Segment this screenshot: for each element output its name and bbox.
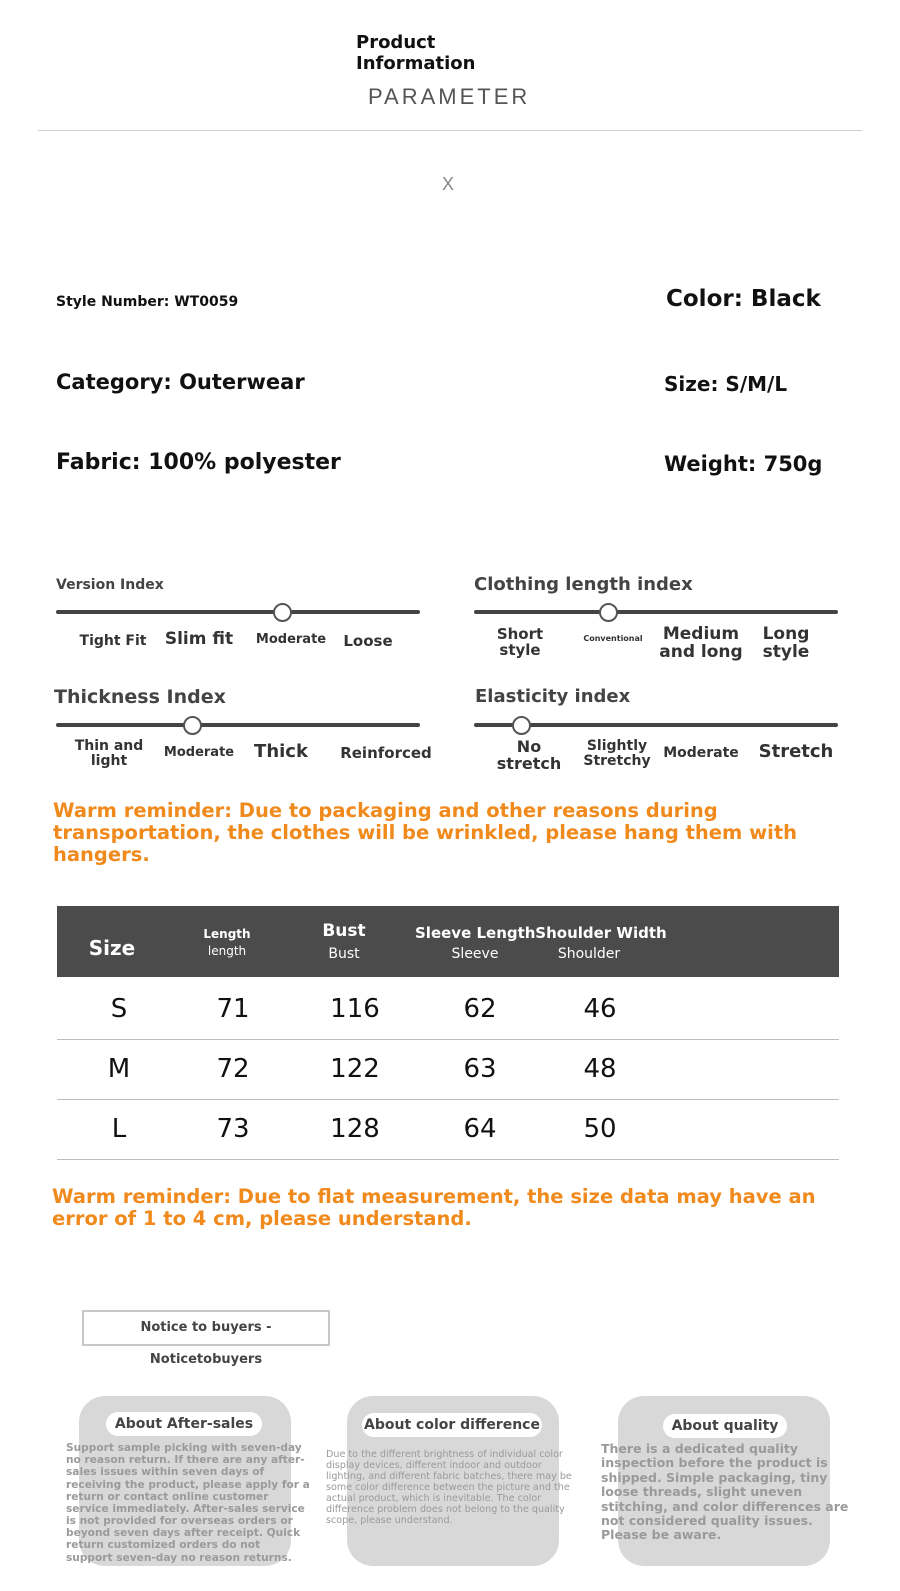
cell-length: 71 [216,994,250,1024]
elasticity-option: Slightly Stretchy [583,738,651,769]
elasticity-index-knob[interactable] [512,716,531,735]
cell-size: S [110,994,128,1024]
weight-param: Weight: 750g [664,452,823,476]
cell-bust: 122 [330,1054,380,1084]
header-shoulder-sub: Shoulder [557,946,621,962]
elasticity-index-title: Elasticity index [475,686,631,707]
page-subtitle: PARAMETER [368,84,531,109]
cell-length: 73 [216,1114,250,1144]
cell-shoulder: 46 [583,994,617,1024]
cell-bust: 116 [330,994,380,1024]
clothing-length-option: Conventional [583,634,643,643]
size-table-header [57,906,839,977]
cell-size: M [107,1054,131,1084]
color-difference-title: About color difference [362,1413,542,1437]
cell-shoulder: 50 [583,1114,617,1144]
cell-sleeve: 62 [463,994,497,1024]
after-sales-title: About After-sales [106,1412,262,1436]
thickness-index-title: Thickness Index [54,686,226,708]
clothing-length-knob[interactable] [599,603,618,622]
clothing-length-title: Clothing length index [474,574,693,595]
size-param: Size: S/M/L [664,372,788,396]
version-option: Tight Fit [79,633,147,649]
header-sleeve-sub: Sleeve [451,946,499,962]
clothing-length-option: Long style [762,624,810,662]
table-row [57,980,839,1040]
thickness-index-track [56,723,420,727]
page-title: Product Information [356,32,476,74]
version-option: Slim fit [164,629,234,649]
header-length-sub: length [207,944,247,958]
thickness-index-knob[interactable] [183,716,202,735]
thickness-option: Moderate [163,745,235,760]
header-sleeve: Sleeve Length [415,924,536,942]
quality-title: About quality [663,1414,787,1438]
version-option: Moderate [255,632,327,647]
clothing-length-option: Short style [496,625,544,659]
measurement-warning: Warm reminder: Due to flat measurement, the size data may have an error of 1 to 4 cm, please understand. [52,1185,816,1230]
cell-size: L [111,1114,127,1144]
style-number: Style Number: WT0059 [56,294,239,310]
cell-length: 72 [216,1054,250,1084]
version-index-title: Version Index [56,577,164,593]
thickness-option: Thin and light [74,738,144,769]
after-sales-text: Support sample picking with seven-day no reason return. If there are any after-sales issues within seven days of receiving the product, please apply for a return or contact online customer service immediately. After-sales service is not provided for overseas orders or beyond seven days after receipt. Quick return customized orders do not support seven-day no reason returns. [66,1442,310,1564]
cell-bust: 128 [330,1114,380,1144]
version-index-knob[interactable] [273,603,292,622]
header-shoulder: Shoulder Width [535,924,667,942]
notice-label: Notice to buyers - Noticetobuyers [82,1310,330,1346]
table-row [57,1040,839,1100]
clothing-length-option: Medium and long [659,624,743,662]
version-option: Loose [343,632,393,650]
header-bust: Bust [322,921,366,941]
quality-text: There is a dedicated quality inspection before the product is shipped. Simple packaging, tiny loose threads, slight uneven stitching, and color differences are not considered quality issues. Please be aware. [601,1441,849,1543]
header-size: Size [88,936,136,960]
elasticity-option: Stretch [758,741,834,762]
header-bust-sub: Bust [328,946,360,962]
header-length: Length [203,927,251,941]
thickness-option: Thick [254,741,308,762]
clothing-length-track [474,610,838,614]
color-param: Color: Black [666,286,821,312]
fabric-param: Fabric: 100% polyester [56,450,341,475]
version-index-track [56,610,420,614]
packaging-warning: Warm reminder: Due to packaging and other reasons during transportation, the clothes will be wrinkled, please hang them with hangers. [53,799,798,866]
table-row [57,1100,839,1160]
divider [38,130,862,131]
elasticity-option: No stretch [496,737,562,773]
category-param: Category: Outerwear [56,370,305,394]
color-difference-text: Due to the different brightness of individual color display devices, different indoor and outdoor lighting, and different fabric batches, there may be some color difference between the picture and the actual product, which is inevitable. The color difference problem does not belong to the quality scope, please understand. [326,1449,572,1527]
cell-sleeve: 63 [463,1054,497,1084]
thickness-option: Reinforced [340,744,432,762]
cell-sleeve: 64 [463,1114,497,1144]
elasticity-option: Moderate [663,745,739,761]
divider-mark: X [442,174,455,194]
cell-shoulder: 48 [583,1054,617,1084]
